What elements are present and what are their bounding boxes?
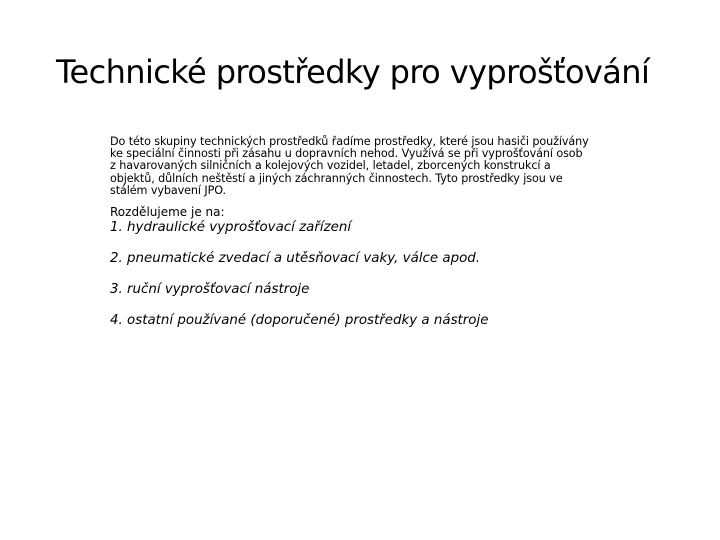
slide-body — [110, 136, 590, 330]
list-item: 3. ruční vyprošťovací nástroje — [110, 282, 310, 298]
intro-paragraph: Do této skupiny technických prostředků řadíme prostředky, které jsou hasiči používány ke speciální činnosti při zásahu u dopravních nehod. Využívá se při vyprošťování osob z havarovaných silničních a kolejových vozidel, letadel, zborcených konstrukcí a objektů, důlních neštěstí a jiných záchranných činnostech. Tyto prostředky jsou ve stálém vybavení JPO. — [110, 135, 589, 197]
category-list — [110, 219, 590, 330]
list-intro: Rozdělujeme je na: — [110, 205, 225, 220]
list-item: 1. hydraulické vyprošťovací zařízení — [110, 220, 352, 236]
slide-title: Technické prostředky pro vyprošťování — [56, 53, 650, 91]
list-item: 2. pneumatické zvedací a utěsňovací vaky, válce apod. — [110, 251, 481, 267]
list-item: 4. ostatní používané (doporučené) prostředky a nástroje — [110, 313, 489, 329]
